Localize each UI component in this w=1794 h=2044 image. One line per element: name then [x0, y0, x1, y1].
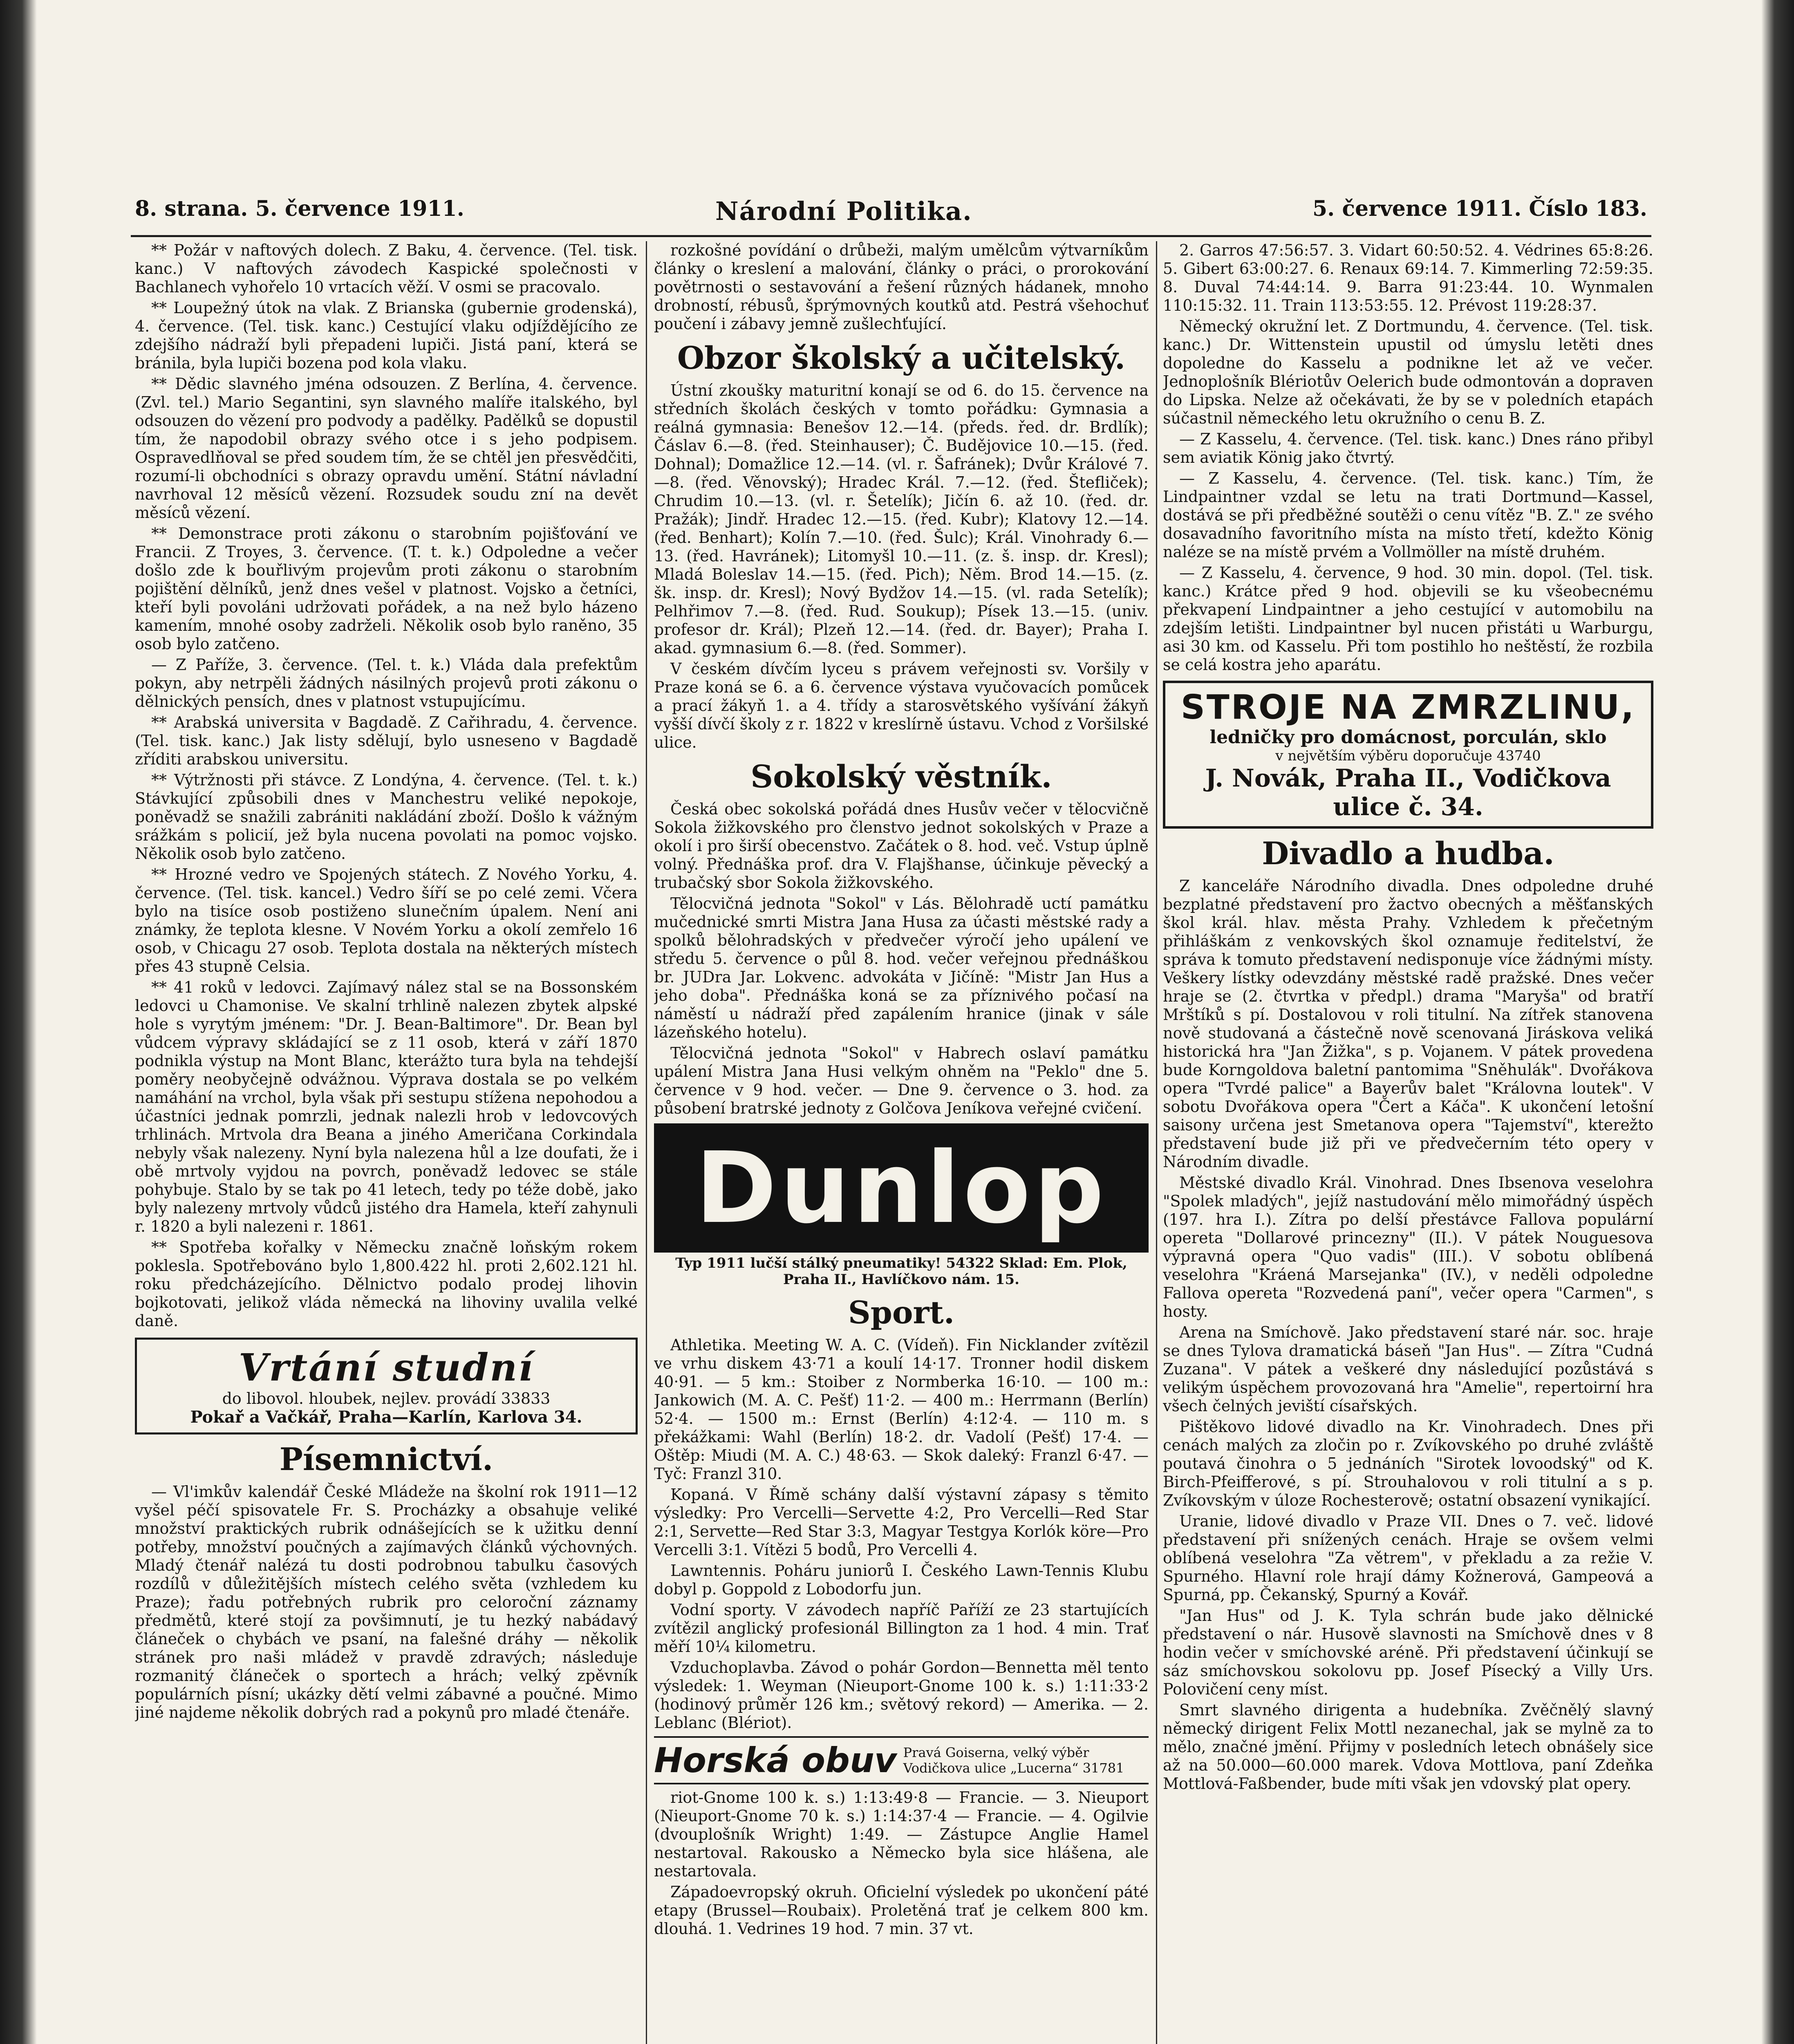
- advert-small: v největším výběru doporučuje 43740: [1275, 748, 1541, 764]
- article: Tělocvičná jednota "Sokol" v Habrech oslaví památku upálení Mistra Jana Husi velkým ohněm na "Peklo" dne 5. července v 9 hod. večer. — Dne 9. července o 3. hod. za působení bratrské jednoty z Golčova Jeníkova veřejné cvičení.: [654, 1044, 1149, 1117]
- advert-line: do libovol. hloubek, nejlev. provádí 33833: [222, 1390, 551, 1407]
- article: Západoevropský okruh. Oficielní výsledek po ukončení páté etapy (Brussel—Roubaix). Proletěná trať je celkem 800 km. dlouhá. 1. Vedrines 19 hod. 7 min. 37 vt.: [654, 1883, 1149, 1938]
- article: ** Výtržnosti při stávce. Z Londýna, 4. července. (Tel. t. k.) Stávkující způsobili dnes v Manchestru veliké nepokoje, poněvadž se snažili zabrániti nakládání zboží. Došlo k vážným srážkám s policií, jež byla nucena povolati na pomoc vojsko. Několik osob bylo zatčeno.: [135, 771, 638, 863]
- article: ** Požár v naftových dolech. Z Baku, 4. července. (Tel. tisk. kanc.) V naftových závodech Kaspické společnosti v Bachlanech vyhořelo 10 vrtacích věží. V osmi se pracovalo.: [135, 241, 638, 296]
- article: Athletika. Meeting W. A. C. (Vídeň). Fin Nicklander zvítězil ve vrhu diskem 43·71 a koulí 14·17. Tronner hodil diskem 40·91. — 5 km.: Stoiber z Normberka 16·10. — 100 m.: Jankowich (M. A. C. Pešť) 11·2. — 400 m.: Herrmann (Berlín) 52·4. — 1500 m.: Ernst (Berlín) 4:12·4. — 110 m. s překážkami: Wahl (Berlín) 18·2. dr. Vadolí (Pešť) 17·4. — Oštěp: Miudi (M. A. C.) 48·63. — Skok daleký: Franzl 6·47. — Tyč: Franzl 310.: [654, 1336, 1149, 1483]
- article: rozkošné povídání o drůbeži, malým umělcům výtvarníkům články o kreslení a malování, články o práci, o prorokování povětrnosti o sestavování a řešení různých hádanek, mnoho drobností, rébusů, šprýmovných koutků atd. Pestrá všehochuť poučení i zábavy jemně zušlechťující.: [654, 241, 1149, 333]
- article: "Jan Hus" od J. K. Tyla schrán bude jako dělnické představení o nár. Husově slavnosti na Smíchově dnes v 8 hodin večer v smíchovské aréně. Při představení účinkují se sáz smíchovskou sokolovu pp. Josef Písecký a Villy Urs. Polovičení ceny míst.: [1163, 1607, 1653, 1698]
- article: Vodní sporty. V závodech napříč Paříží ze 23 startujících zvítězil anglický profesionál Billington za 1 hod. 4 min. Trať měří 10¼ kilometru.: [654, 1601, 1149, 1656]
- dunlop-logo: Dunlop: [695, 1131, 1107, 1245]
- article: ** Demonstrace proti zákonu o starobním pojišťování ve Francii. Z Troyes, 3. července. (T. t. k.) Odpoledne a večer došlo zde k bouřlivým projevům proti zákonu o starobním pojištění dělníků, jenž dnes vešel v platnost. Vojsko a četníci, kteří byli povoláni udržovati pořádek, a na než bylo házeno kamením, mnohé osoby zadrželi. Několik osob bylo raněno, 35 osob bylo zatčeno.: [135, 524, 638, 653]
- article: Z kanceláře Národního divadla. Dnes odpoledne druhé bezplatné představení pro žactvo obecných a měšťanských škol král. hlav. města Prahy. Vzhledem k přečetným přihláškám z venkovských škol oznamuje ředitelství, že správa k tomuto představení nedisponuje více žádnými místy. Veškery lístky odevzdány městské radě pražské. Dnes večer hraje se (2. čtvrtka v předpl.) drama "Maryša" od bratří Mrštíků s pí. Dostalovou v roli titulní. Na zítřek stanovena nově studovaná a částečně nově scenovaná Jiráskova veliká historická hra "Jan Žižka", s p. Vojanem. V pátek provedena bude Korngoldova baletní pantomima "Sněhulák". Dvořákova opera "Tvrdé palice" a Bayerův balet "Královna loutek". V sobotu Dvořákova opera "Čert a Káča". K ukončení letošní saisony určena jest Smetanova opera "Tajemství", kterežto představení bude již při ve předvečerním této opery v Národním divadle.: [1163, 877, 1653, 1171]
- column-divider-2: [1156, 241, 1157, 2044]
- article: Arena na Smíchově. Jako představení staré nár. soc. hraje se dnes Tylova dramatická báseň "Jan Hus". — Zítra "Cudná Zuzana". V pátek a veškeré dny následující pozůstává s velikým úspěchem provozovaná hra "Amelie", repertoirní hra všech čelných jeviští císařských.: [1163, 1323, 1653, 1415]
- article: — Z Paříže, 3. července. (Tel. t. k.) Vláda dala prefektům pokyn, aby netrpěli žádných násilných projevů proti zákonu o dělnických pensích, dnes v platnost vstupujícímu.: [135, 656, 638, 710]
- advert-horska-obuv: [654, 1736, 1149, 1784]
- advert-title: Horská obuv: [654, 1740, 897, 1780]
- column-2: [654, 241, 1149, 2044]
- column-1: [135, 241, 638, 2044]
- article: V českém dívčím lyceu s právem veřejnosti sv. Voršily v Praze koná se 6. a 6. července výstava vyučovacích pomůcek a prací žákyň 1. a 4. třídy a starosvětského vyšívání žákyň vyšší dívčí školy z r. 1822 v kreslírně ústavu. Vchod z Voršilské ulice.: [654, 660, 1149, 751]
- article: Lawntennis. Poháru juniorů I. Českého Lawn-Tennis Klubu dobyl p. Goppold z Lobodorfu jun.: [654, 1562, 1149, 1598]
- article: Tělocvičná jednota "Sokol" v Lás. Bělohradě uctí památku mučednické smrti Mistra Jana Husa za účasti městské rady a spolků bělohradských v předvečer výročí jeho upálení ve středu 5. července o půl 8. hod. večer veřejnou přednáškou br. JUDra Jar. Lokvenc. advokáta v Jičíně: "Mistr Jan Hus a jeho doba". Přednáška koná se za příznivého počasí na náměstí u nádraží před zapálením hranice (jinak v sále lázeňského hotelu).: [654, 894, 1149, 1041]
- section-heading-sokolsky: Sokolský věstník.: [750, 758, 1052, 795]
- article: — Vl'imkův kalendář České Mládeže na školní rok 1911—12 vyšel péčí spisovatele Fr. S. Procházky a obsahuje veliké množství praktických rubrik odnášejících se k užitku denní potřeby, množství poučných a zajímavých článků výchovných. Mladý čtenář nalézá tu dosti podrobnou tabulku časových rozdílů v důležitějších místech celého světa (vzhledem ku Praze); řadu potřebných rubrik pro celoroční záznamy předmětů, které stojí za povšimnutí, je tu hezký nabádavý článeček o chybách ve psaní, na falešné dráhy — několik stránek pro naši mládež v pravdě zdravých; následuje rozmanitý článeček o sportech a hrách; velký zpěvník populárních písní; ukázky dětí velmi zábavné a poučné. Mimo jiné najdeme několik dobrých rad a pokynů pro mladé čtenáře.: [135, 1483, 638, 1721]
- article: Německý okružní let. Z Dortmundu, 4. července. (Tel. tisk. kanc.) Dr. Wittenstein upustil od úmyslu letěti dnes dopoledne do Kasselu a podnikne let až ve večer. Jednoplošník Blériotův Oelerich bude odmontován a dopraven do Lipska. Nelze až očekávati, že by se v poledních etapách súčastnil německého letu okružního o cenu B. Z.: [1163, 317, 1653, 427]
- article: Pištěkovo lidové divadlo na Kr. Vinohradech. Dnes při cenách malých za zločin po r. Zvíkovského po druhé zvláště poutavá činohra o 5 jednáních "Sirotek lovoodský" od K. Birch-Pfeifferové, s pí. Strouhalovou v roli titulní a s p. Zvíkovským v úloze Rochesterově; ostatní obsazení vynikající.: [1163, 1418, 1653, 1509]
- article: Vzduchoplavba. Závod o pohár Gordon—Bennetta měl tento výsledek: 1. Weyman (Nieuport-Gnome 100 k. s.) 1:11:33·2 (hodinový průměr 126 km.; světový rekord) — Amerika. — 2. Leblanc (Blériot).: [654, 1659, 1149, 1732]
- article: Česká obec sokolská pořádá dnes Husův večer v tělocvičně Sokola žižkovského pro členstvo jednot sokolských v Praze a okolí i pro širší obecenstvo. Začátek o 8. hod. več. Vstup úplně volný. Přednáška prof. dra V. Flajšhanse, účinkuje pěvecký a trubačský sbor Sokola žižkovského.: [654, 800, 1149, 892]
- advert-line: Pravá Goiserna, velký výběr: [903, 1745, 1089, 1760]
- article: — Z Kasselu, 4. července. (Tel. tisk. kanc.) Dnes ráno přibyl sem aviatik König jako čtvrtý.: [1163, 430, 1653, 466]
- article: 2. Garros 47:56:57. 3. Vidart 60:50:52. 4. Védrines 65:8:26. 5. Gibert 63:00:27. 6. Renaux 69:14. 7. Kimmerling 72:59:35. 8. Duval 74:44:14. 9. Barra 91:23:44. 10. Wynmalen 110:15:32. 11. Train 113:53:55. 12. Prévost 119:28:37.: [1163, 241, 1653, 314]
- article: Městské divadlo Král. Vinohrad. Dnes Ibsenova veselohra "Spolek mladých", jejíž nastudování mělo mimořádný úspěch (197. hra I.). Zítra po delší přestávce Fallova populární opereta "Dollarové princezny" (II.). V pátek Nouguesova výpravná opera "Quo vadis" (III.). V sobotu oblíbená veselohra "Kráená Marsejanka" (IV.), v neděli odpoledne Fallova opereta "Rozvedená paní", večer opera "Carmen", s hosty.: [1163, 1174, 1653, 1320]
- section-heading-sport: Sport.: [848, 1294, 955, 1331]
- section-heading-obzor: Obzor školský a učitelský.: [677, 340, 1126, 376]
- advert-title: STROJE NA ZMRZLINU,: [1180, 688, 1636, 727]
- article: ** Dědic slavného jména odsouzen. Z Berlína, 4. července. (Zvl. tel.) Mario Segantini, syn slavného malíře italského, byl odsouzen do vězení pro podvody a padělky. Padělků se dopustil tím, že napodobil obrazy svého otce i s jeho podpisem. Ospravedlňoval se před soudem tím, že se chtěl jen přesvědčiti, rozumí-li obchodníci s obrazy opravdu umění. Státní návladní navrhoval 12 měsíců vězení. Rozsudek soudu zní na devět měsíců vězení.: [135, 375, 638, 522]
- advert-dunlop: [654, 1123, 1149, 1253]
- advert-stroje-na-zmrzlinu: [1163, 681, 1653, 829]
- article: Smrt slavného dirigenta a hudebníka. Zvěčnělý slavný německý dirigent Felix Mottl nezanechal, jak se mylně za to mělo, značné jmění. Přijmy v posledních letech obnášely sice až na 50.000—60.000 marek. Vdova Mottlova, paní Zdeňka Mottlová-Faßbender, bude míti však jen vdovský plat opery.: [1163, 1701, 1653, 1793]
- article: ** 41 roků v ledovci. Zajímavý nález stal se na Bossonském ledovci u Chamonise. Ve skalní trhlině nalezen zbytek alpské hole s vyrytým jménem: "Dr. J. Bean-Baltimore". Dr. Bean byl vůdcem výpravy skládající se z 11 osob, která v září 1870 podnikla výstup na Mont Blanc, kterážto tura byla na tehdejší poměry neobyčejně odvážnou. Výprava dostala se po velkém namáhání na vrchol, byla však při sestupu stížena nepohodou a účastníci jednak pomrzli, jednak nalezli hrob v ledovcových trhlinách. Mrtvola dra Beana a jiného Američana Corkindala nebyly však nalezeny. Nyní byla nalezena hůl a lze doufati, že i obě mrtvoly vyjdou na povrch, poněvadž ledovec se stále pohybuje. Stalo by se tak po 41 letech, tedy po téže době, jako byly nalezeny mrtvoly vůdců jistého dra Hamela, kteří zahynuli r. 1820 a byli nalezeni r. 1861.: [135, 978, 638, 1235]
- masthead-title: Národní Politika.: [715, 196, 972, 226]
- section-heading-divadlo: Divadlo a hudba.: [1262, 835, 1554, 872]
- advert-line: ledničky pro domácnost, porculán, sklo: [1209, 727, 1607, 748]
- article: ** Spotřeba kořalky v Německu značně loňským rokem poklesla. Spotřebováno bylo 1,800.422 hl. proti 2,602.121 hl. roku předcházejícího. Dělnictvo podalo prodej lihovin bojkotovati, jelikož vláda německá na lihoviny uvalila velké daně.: [135, 1238, 638, 1330]
- column-divider-1: [646, 241, 647, 2044]
- header-rule: [131, 235, 1651, 237]
- article: ** Arabská universita v Bagdadě. Z Cařihradu, 4. července. (Tel. tisk. kanc.) Jak listy sdělují, bylo usneseno v Bagdadě zříditi arabskou universitu.: [135, 713, 638, 768]
- advert-firm: Pokař a Vačkář, Praha—Karlín, Karlova 34.: [190, 1407, 582, 1427]
- article: Kopaná. V Římě schány další výstavní zápasy s těmito výsledky: Pro Vercelli—Servette 4:2, Pro Vercelli—Red Star 2:1, Servette—Red Star 3:3, Magyar Testgya Korlók köre—Pro Vercelli 3:1. Vítězi 5 bodů, Pro Vercelli 4.: [654, 1486, 1149, 1559]
- article: Uranie, lidové divadlo v Praze VII. Dnes o 7. več. lidové představení při snížených cenách. Hraje se ovšem velmi oblíbená veselohra "Za větrem", v překladu a za režie V. Spurného. Hlavní role hrají dámy Kožnerová, Gampeová a Spurná, pp. Čekanský, Spurný a Kovář.: [1163, 1512, 1653, 1604]
- article: — Z Kasselu, 4. července, 9 hod. 30 min. dopol. (Tel. tisk. kanc.) Krátce před 9 hod. objevili se ku všeobecnému překvapení Lindpaintner a jeho cestující v automobilu na zdejším letišti. Lindpaintner byl nucen přistáti u Warburgu, asi 30 km. od Kasselu. Při tom postihlo ho neštěstí, že rozbila se celá kostra jeho aparátu.: [1163, 564, 1653, 674]
- advert-vrtani-studni: [135, 1338, 638, 1434]
- dunlop-subline: Typ 1911 lučší stálký pneumatiky! 54322 Sklad: Em. Plok, Praha II., Havlíčkovo nám. 15.: [675, 1255, 1127, 1288]
- article: riot-Gnome 100 k. s.) 1:13:49·8 — Francie. — 3. Nieuport (Nieuport-Gnome 70 k. s.) 1:14:37·4 — Francie. — 4. Ogilvie (dvouplošník Wright) 1:49. — Zástupce Anglie Hamel nestartoval. Rakousko a Německo byla sice hlášena, ale nestartovala.: [654, 1788, 1149, 1880]
- page-header: [135, 196, 1647, 233]
- column-3: [1163, 241, 1653, 2044]
- advert-title: Vrtání studní: [238, 1345, 534, 1390]
- scan-edge-right: [1761, 0, 1794, 2044]
- section-heading-pisemnictvi: Písemnictví.: [279, 1441, 493, 1477]
- header-left: 8. strana. 5. července 1911.: [135, 196, 464, 221]
- advert-line: Vodičkova ulice „Lucerna“ 31781: [903, 1760, 1124, 1776]
- article: Ústní zkoušky maturitní konají se od 6. do 15. července na středních školách českých v tomto pořádku: Gymnasia a reálná gymnasia: Benešov 12.—14. (předs. řed. dr. Brdlík); Čáslav 6.—8. (řed. Steinhauser); Č. Budějovice 10.—15. (řed. Dohnal); Domažlice 12.—14. (vl. r. Šafránek); Dvůr Králové 7.—8. (řed. Věnovský); Hradec Král. 7.—12. (řed. Štefliček); Chrudim 10.—13. (vl. r. Šetelík); Jičín 6. až 10. (řed. dr. Pražák); Jindř. Hradec 12.—15. (řed. Kubr); Klatovy 12.—14. (řed. Benhart); Kolín 7.—10. (řed. Šulc); Král. Vinohrady 6.—13. (řed. Havránek); Litomyšl 10.—11. (z. š. insp. dr. Kresl); Mladá Boleslav 14.—15. (řed. Pich); Něm. Brod 14.—15. (z. šk. insp. dr. Kresl); Nový Bydžov 14.—15. (vl. rada Setelík); Pelhřimov 7.—8. (řed. Rud. Soukup); Písek 13.—15. (univ. profesor dr. Král); Plzeň 12.—14. (řed. dr. Bayer); Praha I. akad. gymnasium 6.—8. (řed. Sommer).: [654, 381, 1149, 657]
- advert-firm: J. Novák, Praha II., Vodičkova ulice č. 34.: [1205, 764, 1611, 821]
- article: ** Hrozné vedro ve Spojených státech. Z Nového Yorku, 4. července. (Tel. tisk. kancel.) Vedro šíří se po celé zemi. Včera bylo na tisíce osob postiženo slunečním úpalem. Není ani známky, že teplota klesne. V Novém Yorku a okolí zemřelo 16 osob, v Chicagu 27 osob. Teplota dostala na některých místech přes 43 stupně Celsia.: [135, 865, 638, 975]
- scan-edge-left: [0, 0, 37, 2044]
- article: ** Loupežný útok na vlak. Z Brianska (gubernie grodenská), 4. července. (Tel. tisk. kanc.) Cestující vlaku odjíždějícího ze zdejšího nádraží byli přepadeni lupiči. Jistá paní, která se bránila, byla lupiči bozena pod kola vlaku.: [135, 299, 638, 372]
- header-right: 5. července 1911. Číslo 183.: [1312, 196, 1647, 221]
- article: — Z Kasselu, 4. července. (Tel. tisk. kanc.) Tím, že Lindpaintner vzdal se letu na trati Dortmund—Kassel, dostává se při předběžné soutěži o cenu vítěz "B. Z." ze svého dosavadního favoritního místa na místo třetí, kdežto König naléze se na místě prvém a Vollmöller na místě druhém.: [1163, 469, 1653, 561]
